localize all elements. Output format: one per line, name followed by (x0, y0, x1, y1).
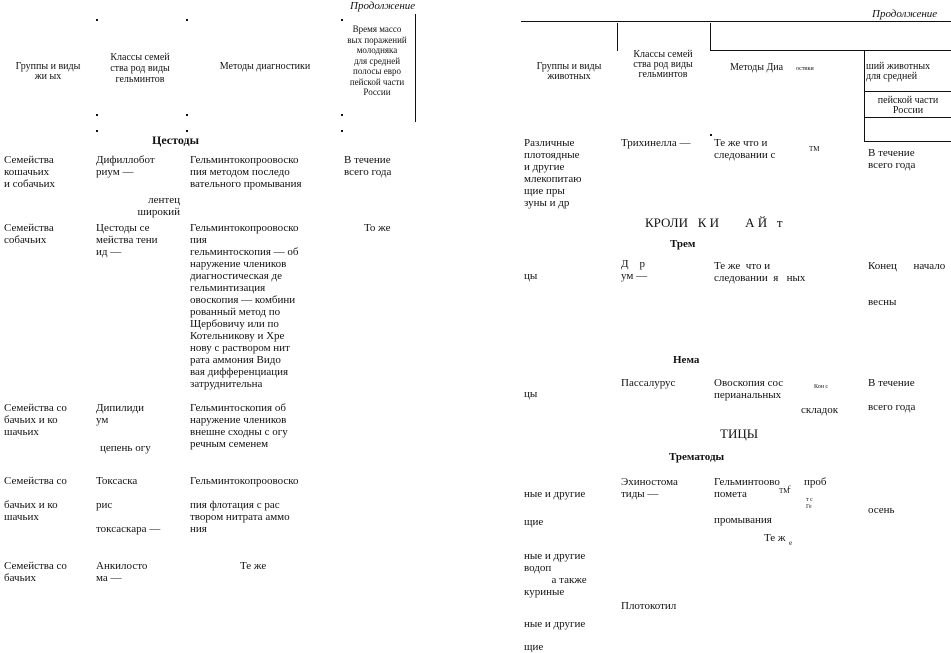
block1-time: В течение всего года (868, 147, 916, 171)
header-dot (186, 130, 188, 132)
row5-animal-group: Семейства со бачьих (4, 560, 67, 584)
block3-method-tail: складок (801, 404, 839, 416)
left-continuation-label: Продолжение (350, 0, 416, 12)
right-header-groups: Группы и виды животных (536, 61, 602, 82)
block1-method: Те же что и следовании с (714, 137, 776, 161)
left-header-mass-infection-time: Время массо вых поражений молодняка для средней полосы евро пейской части России (347, 24, 407, 97)
right-header-rule (710, 23, 711, 51)
row5-helminth: Анкилосто ма — (96, 560, 148, 584)
right-header-time-a: ший животных для средней (866, 61, 931, 82)
block4-animal-group-b: щие (524, 516, 544, 528)
row1-helminth: Дифиллобот риум — (96, 154, 155, 178)
section-birds: ТИЦЫ (720, 426, 759, 441)
block1-helminth: Трихинелла — (621, 137, 691, 149)
right-header-rule (864, 117, 951, 118)
row3-helminth: Дипилиди ум (96, 402, 145, 426)
row3-helminth-common-name: цепень огу (100, 442, 151, 454)
block5-animal-group: ные и другие водоп а также куриные (524, 550, 587, 598)
row1-time: В течение всего года (344, 154, 392, 178)
left-header-helminth-classes: Классы семей ства род виды гельминтов (110, 52, 170, 85)
row2-helminth: Цестоды се мейства тени ид — (96, 222, 158, 258)
block2-method: Те же что и следовании я ных (714, 260, 806, 284)
row1-method: Гельминтокопроовоско пия методом последо вательного промывания (190, 154, 302, 190)
block4-method-note: т с Ге (806, 497, 813, 510)
row1-animal-group: Семейства кошачьих и собачьих (4, 154, 55, 190)
row4-helminth: Токсаска рис токсаскара — (96, 475, 161, 535)
block1-method-superscript: TM (809, 145, 820, 153)
header-dot (186, 114, 188, 116)
header-dot (186, 19, 188, 21)
row4-animal-group: Семейства со бачьих и ко шачьих (4, 475, 67, 523)
block4-animal-group-a: ные и другие (524, 488, 586, 500)
block3-method-note: Кон с (814, 384, 829, 390)
right-header-diagnostic-methods-tail: остики (796, 66, 814, 72)
right-header-diagnostic-methods: Методы Диа (730, 62, 784, 73)
header-column-rule (415, 14, 416, 122)
header-dot (710, 134, 712, 136)
right-header-rule (710, 50, 951, 51)
section-trematodes-rabbits: Трем (670, 238, 696, 250)
block4-method-superscript: TM (779, 487, 790, 495)
right-header-time-b: пейской части России (877, 95, 939, 116)
header-dot (96, 130, 98, 132)
row3-method: Гельминтоскопия об наружение члеников внешне сходны с огу речным семенем (190, 402, 288, 450)
right-header-rule (617, 23, 618, 51)
row1-helminth-common-name: лентец широкий (137, 194, 180, 218)
header-dot (341, 114, 343, 116)
right-top-rule (521, 21, 951, 22)
row2-time: То же (364, 222, 391, 234)
section-nematodes: Нема (673, 354, 700, 366)
block1-animal-group: Различные плотоядные и другие млекопитаю щие пры зуны и др (524, 137, 582, 209)
block4-time: осень (868, 504, 895, 516)
block3-time: В течение всего года (868, 377, 916, 413)
header-dot (341, 19, 343, 21)
block6-animal-group-a: ные и другие (524, 618, 586, 630)
right-header-rule (864, 91, 951, 92)
right-header-rule (864, 50, 865, 142)
block4-method-line4-subscript: е (789, 539, 793, 547)
row2-animal-group: Семейства собачьих (4, 222, 54, 246)
block6-animal-group-b: щие (524, 641, 544, 653)
header-dot (341, 130, 343, 132)
left-header-groups: Группы и виды жи ых (15, 61, 81, 82)
block4-method: Гельминтоово (714, 476, 780, 488)
block5-helminth: Плотокотил (621, 600, 677, 612)
row2-method: Гельминтокопроовоско пия гельминтоскопия — об наружение члеников диагностическая де гельминтизация овоскопия — комбини рованный метод по Щербовичу или по Котельникову и Хре нову с раствором нит рата аммония Видо вая дифференциация затруднительна (190, 222, 299, 390)
block2-animal-group: цы (524, 270, 538, 282)
header-dot (96, 19, 98, 21)
block4-method-line3: промывания (714, 514, 772, 526)
block4-method-line4: Те ж (764, 532, 786, 544)
right-continuation-label: Продолжение (872, 8, 938, 20)
block2-time: Конец начало весны (868, 260, 946, 308)
header-dot (96, 114, 98, 116)
block3-method: Овоскопия сос перианальных (714, 377, 784, 401)
block3-helminth: Пассалурус (621, 377, 676, 389)
block4-helminth: Эхиностома тиды — (621, 476, 678, 500)
right-header-helminth-classes: Классы семей ства род виды гельминтов (633, 49, 693, 80)
left-header-diagnostic-methods: Методы диагностики (219, 61, 311, 72)
row3-animal-group: Семейства со бачьих и ко шачьих (4, 402, 67, 438)
row4-method: Гельминтокопроовоско пия флотация с рас твором нитрата аммо ния (190, 475, 299, 535)
row5-method: Те же (240, 560, 267, 572)
section-cestodes: Цестоды (152, 133, 199, 147)
right-header-rule (864, 141, 951, 142)
block2-helminth: Д р ум — (621, 258, 648, 282)
block3-animal-group: цы (524, 388, 538, 400)
section-trematodes-birds: Трематоды (669, 451, 725, 463)
section-rabbits: КРОЛИ К И А Й т (645, 215, 783, 230)
block4-method-continuation: проб (804, 476, 827, 488)
block4-method-line2: помета (714, 488, 747, 500)
block4-method-subscript: с (788, 483, 792, 491)
